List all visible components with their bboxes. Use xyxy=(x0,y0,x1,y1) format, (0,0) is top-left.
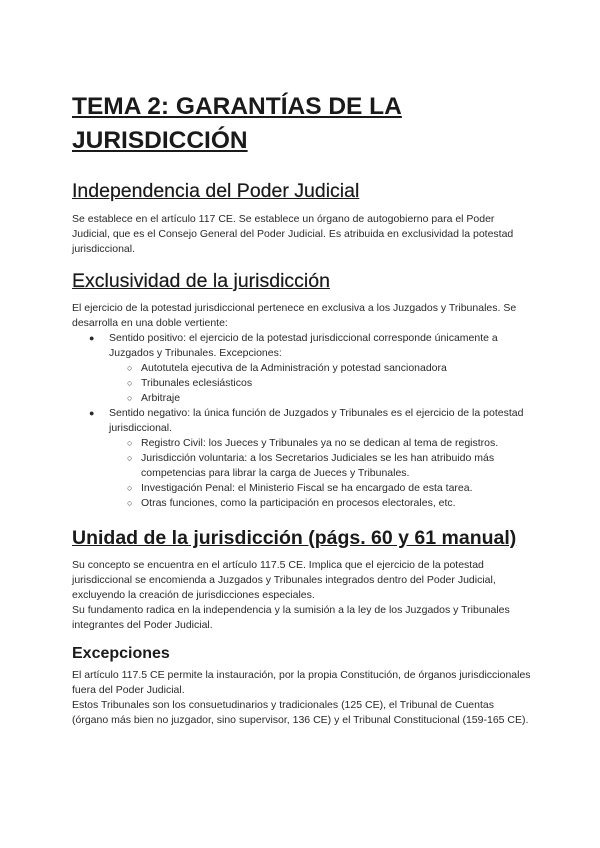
circle-bullet-icon: ○ xyxy=(127,483,133,493)
circle-bullet-icon: ○ xyxy=(127,498,133,508)
sublist-item-text: Otras funciones, como la participación en procesos electorales, etc. xyxy=(141,497,456,509)
sublist-item-text: Jurisdicción voluntaria: a los Secretarios Judiciales se les han atribuido más competencias para librar la carga de Jueces y Tribunales. xyxy=(141,452,495,479)
circle-bullet-icon: ○ xyxy=(127,393,133,403)
heading-exclusividad: Exclusividad de la jurisdicción xyxy=(72,270,330,292)
bullet-icon: ● xyxy=(89,408,95,418)
list-item-text: Sentido positivo: el ejercicio de la potestad jurisdiccional corresponde únicamente a Juzgados y Tribunales. Excepciones: xyxy=(109,332,498,359)
exclusividad-list xyxy=(72,331,532,511)
paragraph-excepciones-1: El artículo 117.5 CE permite la instauración, por la propia Constitución, de órganos jurisdiccionales fuera del Poder Judicial. xyxy=(72,669,531,696)
sublist-funciones xyxy=(109,436,532,511)
heading-excepciones: Excepciones xyxy=(72,645,170,662)
sublist-item-text: Investigación Penal: el Ministerio Fiscal se ha encargado de esta tarea. xyxy=(141,482,473,494)
sublist-item xyxy=(127,391,532,406)
paragraph-unidad-concepto: Su concepto se encuentra en el artículo 117.5 CE. Implica que el ejercicio de la potestad jurisdiccional se encomienda a Juzgados y Tribunales integrados dentro del Poder Judicial, excluyendo la creación de jurisdicciones especiales. xyxy=(72,559,496,601)
sublist-item-text: Registro Civil: los Jueces y Tribunales ya no se dedican al tema de registros. xyxy=(141,437,499,449)
sublist-item xyxy=(127,376,532,391)
circle-bullet-icon: ○ xyxy=(127,438,133,448)
heading-unidad: Unidad de la jurisdicción (págs. 60 y 61 manual) xyxy=(72,527,517,549)
document-page xyxy=(72,90,532,728)
sublist-excepciones xyxy=(109,361,532,406)
sublist-item xyxy=(127,496,532,511)
sublist-item-text: Tribunales eclesiásticos xyxy=(141,377,253,389)
circle-bullet-icon: ○ xyxy=(127,453,133,463)
list-item-text: Sentido negativo: la única función de Juzgados y Tribunales es el ejercicio de la potestad jurisdiccional. xyxy=(109,407,524,434)
list-item-sentido-positivo xyxy=(89,331,532,406)
circle-bullet-icon: ○ xyxy=(127,378,133,388)
document-title: TEMA 2: GARANTÍAS DE LA JURISDICCIÓN xyxy=(72,93,402,154)
paragraph-exclusividad-intro: El ejercicio de la potestad jurisdiccional pertenece en exclusiva a los Juzgados y Tribunales. Se desarrolla en una doble vertiente: xyxy=(72,302,517,329)
sublist-item-text: Autotutela ejecutiva de la Administración y potestad sancionadora xyxy=(141,362,447,374)
circle-bullet-icon: ○ xyxy=(127,363,133,373)
bullet-icon: ● xyxy=(89,333,95,343)
heading-independencia: Independencia del Poder Judicial xyxy=(72,180,360,202)
sublist-item xyxy=(127,451,532,481)
paragraph-independencia: Se establece en el artículo 117 CE. Se establece un órgano de autogobierno para el Poder Judicial, que es el Consejo General del Poder Judicial. Es atribuida en exclusividad la potestad jurisdiccional. xyxy=(72,213,514,255)
list-item-sentido-negativo xyxy=(89,406,532,511)
paragraph-excepciones-2: Estos Tribunales son los consuetudinarios y tradicionales (125 CE), el Tribunal de Cuentas (órgano más bien no juzgador, sino supervisor, 136 CE) y el Tribunal Constitucional (159-165 CE). xyxy=(72,699,529,726)
sublist-item xyxy=(127,436,532,451)
sublist-item xyxy=(127,481,532,496)
sublist-item-text: Arbitraje xyxy=(141,392,181,404)
sublist-item xyxy=(127,361,532,376)
paragraph-unidad-fundamento: Su fundamento radica en la independencia y la sumisión a la ley de los Juzgados y Tribunales integrantes del Poder Judicial. xyxy=(72,604,510,631)
